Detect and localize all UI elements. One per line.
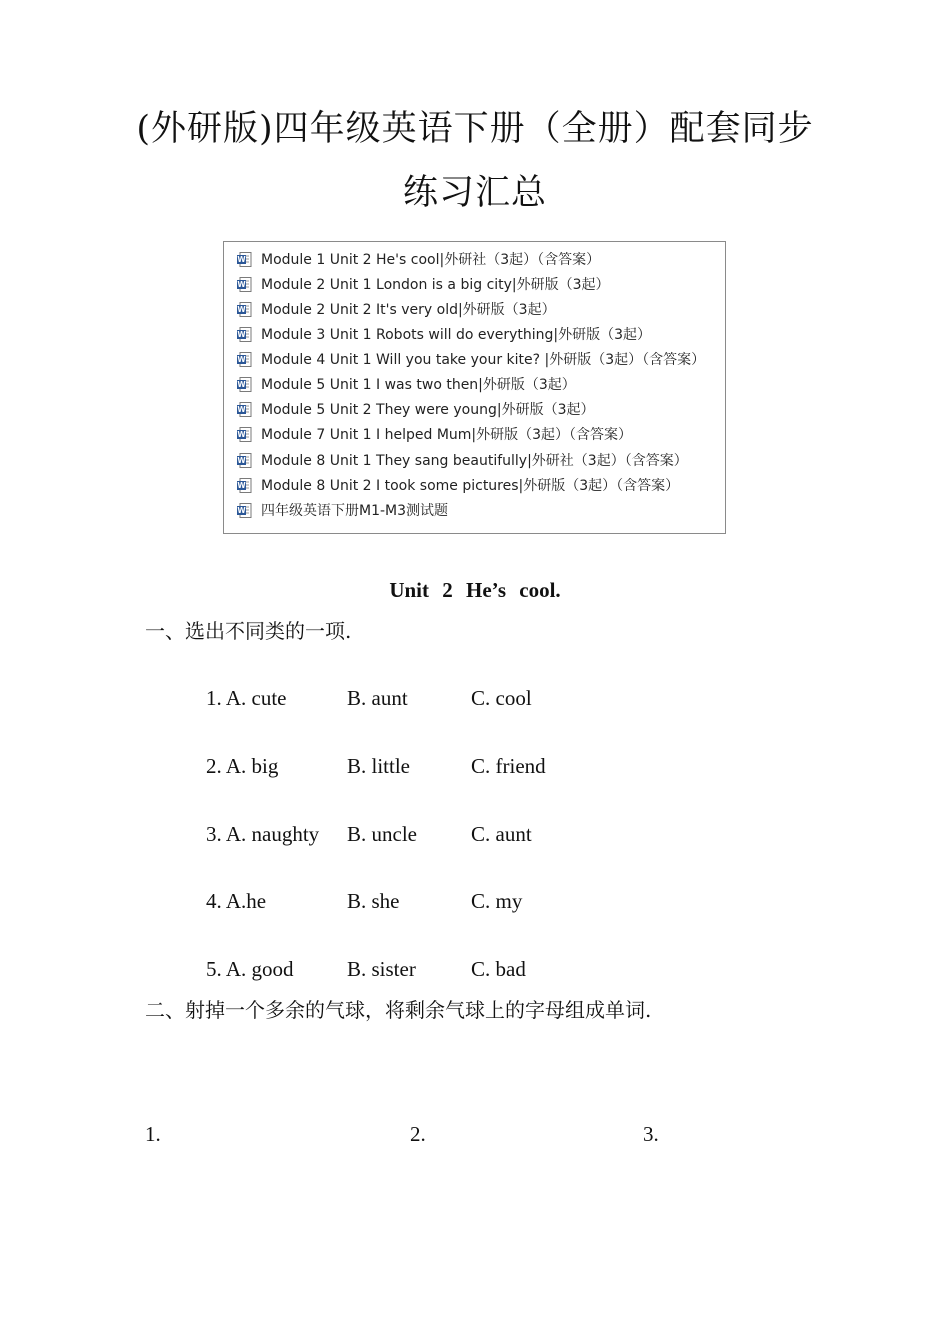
question-1-option-b: B. aunt — [347, 686, 408, 710]
word-document-icon — [236, 452, 253, 469]
word-document-icon — [236, 251, 253, 268]
word-document-icon — [236, 401, 253, 418]
section-2-heading: 二、射掉一个多余的气球，将剩余气球上的字母组成单词. — [145, 998, 652, 1022]
question-3-option-b: B. uncle — [347, 822, 417, 846]
file-item[interactable] — [236, 323, 651, 345]
word-document-icon — [236, 477, 253, 494]
svg-text:W: W — [237, 429, 246, 439]
file-item[interactable] — [236, 298, 556, 320]
file-name: Module 2 Unit 1 London is a big city|外研版（3起） — [261, 277, 610, 293]
file-item[interactable] — [236, 373, 576, 395]
svg-text:W: W — [237, 379, 246, 389]
word-document-icon — [236, 351, 253, 368]
question-1-option-a: 1. A. cute — [206, 686, 287, 710]
document-title-line-2: 练习汇总 — [402, 173, 547, 213]
file-name: Module 5 Unit 2 They were young|外研版（3起） — [261, 402, 595, 418]
file-name: 四年级英语下册M1-M3测试题 — [261, 503, 449, 519]
word-document-icon — [236, 276, 253, 293]
file-name: Module 7 Unit 1 I helped Mum|外研版（3起）（含答案） — [261, 427, 633, 443]
question-4-option-c: C. my — [471, 889, 523, 913]
question-5-option-c: C. bad — [471, 957, 526, 981]
question-2-option-c: C. friend — [471, 754, 546, 778]
question-2-option-b: B. little — [347, 754, 410, 778]
svg-text:W: W — [237, 304, 246, 314]
svg-text:W: W — [237, 455, 246, 465]
question-3-option-a: 3. A. naughty — [206, 822, 320, 846]
question-2-option-a: 2. A. big — [206, 754, 279, 778]
file-name: Module 8 Unit 1 They sang beautifully|外研社（3起）（含答案） — [261, 453, 688, 469]
file-name: Module 3 Unit 1 Robots will do everything|外研版（3起） — [261, 327, 652, 343]
svg-text:W: W — [237, 404, 246, 414]
file-name: Module 4 Unit 1 Will you take your kite? |外研版（3起）（含答案） — [261, 352, 706, 368]
svg-text:W: W — [237, 354, 246, 364]
question-4-option-a: 4. A.he — [206, 889, 267, 913]
file-item[interactable] — [236, 423, 632, 445]
file-name: Module 1 Unit 2 He's cool|外研社（3起）（含答案） — [261, 252, 601, 268]
balloon-item-number: 1. — [145, 1122, 161, 1146]
file-item[interactable] — [236, 273, 610, 295]
file-name: Module 5 Unit 1 I was two then|外研版（3起） — [261, 377, 576, 393]
unit-heading: Unit 2 He’s cool. — [389, 578, 561, 602]
question-4-option-b: B. she — [347, 889, 400, 913]
file-name: Module 8 Unit 2 I took some pictures|外研版（3起）（含答案） — [261, 478, 680, 494]
question-5-option-b: B. sister — [347, 957, 416, 981]
question-3-option-c: C. aunt — [471, 822, 532, 846]
file-item[interactable] — [236, 449, 688, 471]
question-1-option-c: C. cool — [471, 686, 532, 710]
word-document-icon — [236, 301, 253, 318]
document-title-line-1: (外研版)四年级英语下册（全册）配套同步 — [136, 109, 814, 149]
file-item[interactable] — [236, 474, 679, 496]
word-document-icon — [236, 326, 253, 343]
word-document-icon — [236, 426, 253, 443]
balloon-item-number: 2. — [410, 1122, 426, 1146]
file-list-panel — [223, 241, 726, 534]
section-1-heading: 一、选出不同类的一项. — [145, 619, 352, 643]
file-item[interactable] — [236, 248, 600, 270]
file-item[interactable] — [236, 499, 448, 521]
svg-text:W: W — [237, 480, 246, 490]
word-document-icon — [236, 376, 253, 393]
word-document-icon — [236, 502, 253, 519]
svg-text:W: W — [237, 254, 246, 264]
question-5-option-a: 5. A. good — [206, 957, 294, 981]
file-item[interactable] — [236, 398, 594, 420]
svg-text:W: W — [237, 279, 246, 289]
svg-text:W: W — [237, 505, 246, 515]
file-item[interactable] — [236, 348, 705, 370]
svg-text:W: W — [237, 329, 246, 339]
balloon-item-number: 3. — [643, 1122, 659, 1146]
file-name: Module 2 Unit 2 It's very old|外研版（3起） — [261, 302, 556, 318]
